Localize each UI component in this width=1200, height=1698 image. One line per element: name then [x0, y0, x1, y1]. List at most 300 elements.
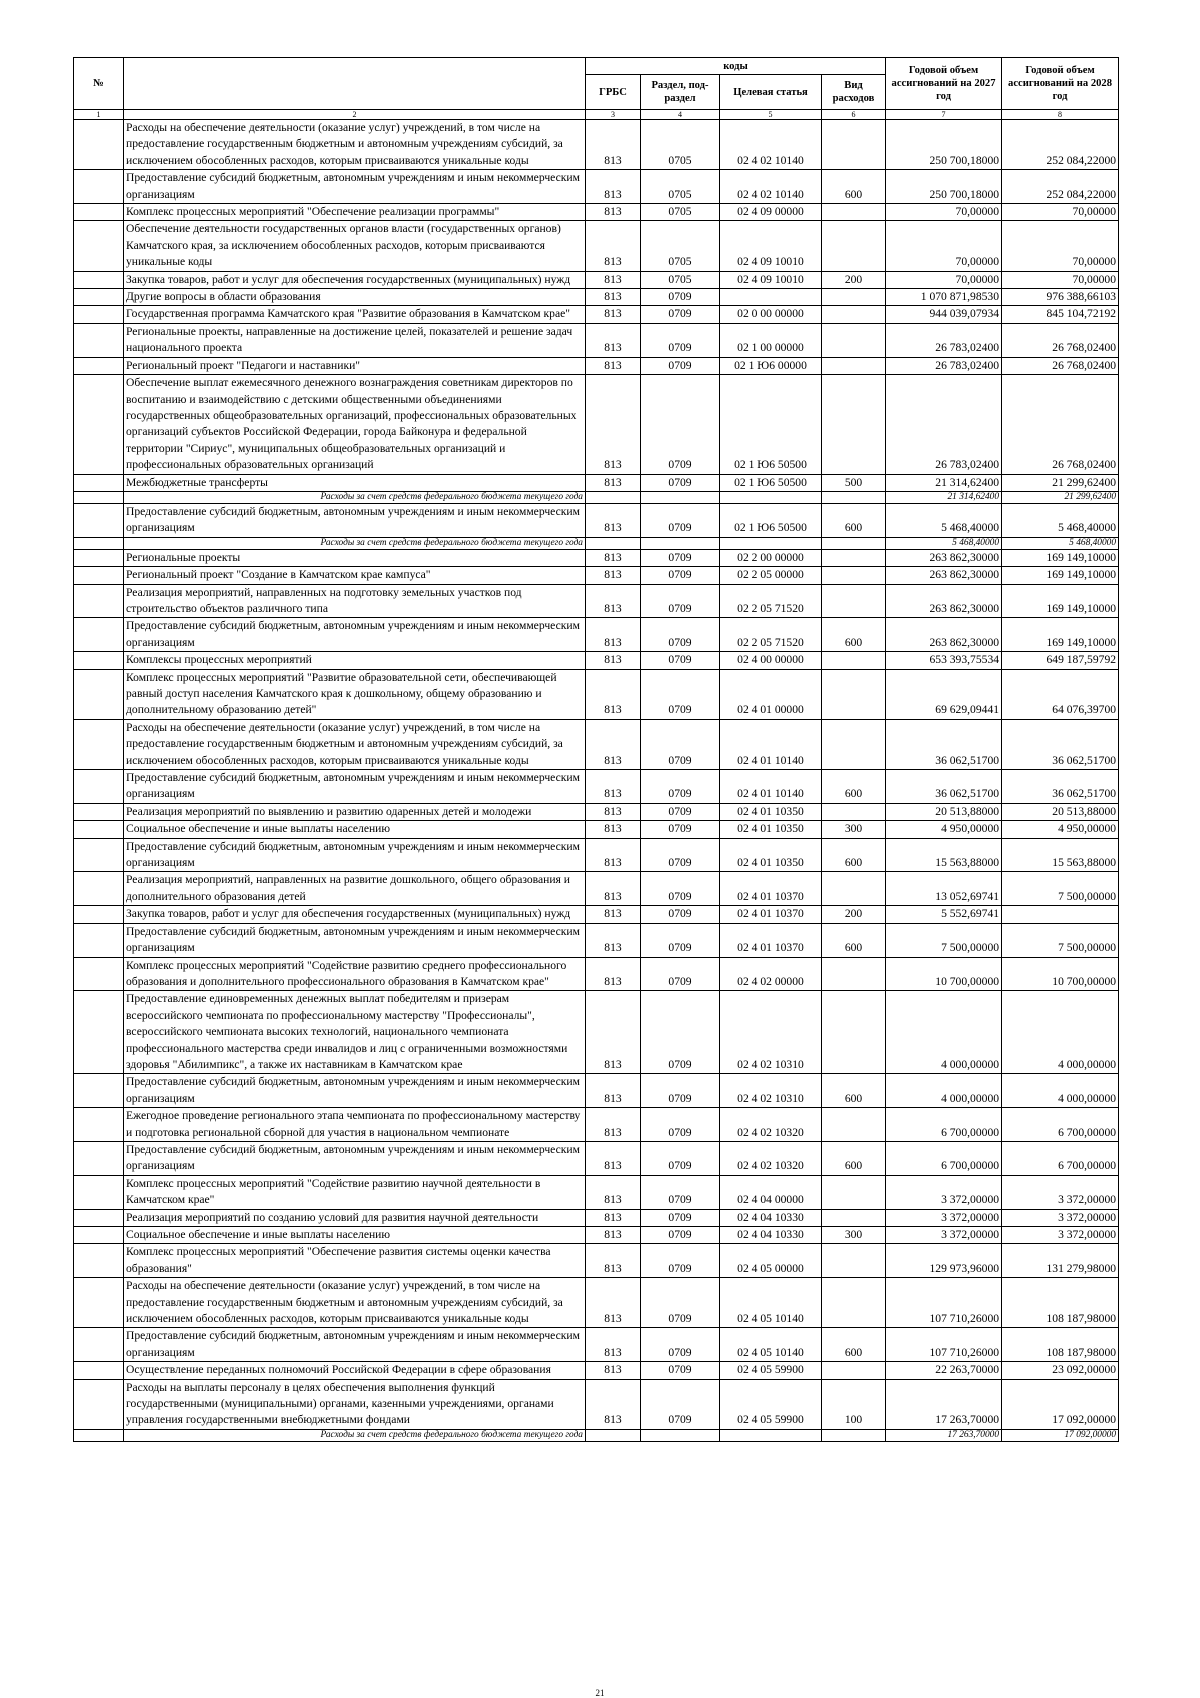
- cell-target-article: [720, 537, 822, 549]
- cell-amount-2028: 26 768,02400: [1002, 323, 1119, 357]
- cell-number: [74, 652, 124, 669]
- cell-name: Государственная программа Камчатского края "Развитие образования в Камчатском крае": [124, 306, 586, 323]
- cell-amount-2027: 7 500,00000: [886, 923, 1002, 957]
- cell-amount-2028: 64 076,39700: [1002, 669, 1119, 719]
- cell-expense-type: 100: [822, 1379, 886, 1429]
- cell-target-article: 02 1 Ю6 50500: [720, 503, 822, 537]
- cell-number: [74, 323, 124, 357]
- cell-grbs: 813: [586, 991, 641, 1074]
- cell-razdel: 0709: [641, 991, 720, 1074]
- cell-grbs: 813: [586, 618, 641, 652]
- cell-name: Расходы на обеспечение деятельности (оказание услуг) учреждений, в том числе на предоставление государственным бюджетным и автономным учреждениям субсидий, за исключением обособленных расходов, которым присваиваются уникальные коды: [124, 1278, 586, 1328]
- cell-number: [74, 618, 124, 652]
- cell-grbs: 813: [586, 1328, 641, 1362]
- cell-grbs: 813: [586, 923, 641, 957]
- cell-federal-note: Расходы за счет средств федерального бюджета текущего года: [124, 1429, 586, 1441]
- cell-amount-2028: 70,00000: [1002, 271, 1119, 288]
- cell-razdel: [641, 537, 720, 549]
- column-number: 4: [641, 110, 720, 120]
- column-number: 2: [124, 110, 586, 120]
- cell-razdel: 0709: [641, 1227, 720, 1244]
- column-number-row: [74, 110, 1119, 120]
- cell-name: Реализация мероприятий, направленных на развитие дошкольного, общего образования и дополнительного образования детей: [124, 872, 586, 906]
- cell-grbs: 813: [586, 271, 641, 288]
- cell-expense-type: [822, 652, 886, 669]
- cell-razdel: 0709: [641, 357, 720, 374]
- cell-amount-2028: 70,00000: [1002, 221, 1119, 271]
- cell-name: Предоставление субсидий бюджетным, автономным учреждениям и иным некоммерческим организациям: [124, 170, 586, 204]
- cell-target-article: 02 4 01 10140: [720, 719, 822, 769]
- cell-razdel: 0709: [641, 906, 720, 923]
- cell-target-article: 02 4 04 10330: [720, 1209, 822, 1226]
- cell-number: [74, 1141, 124, 1175]
- cell-amount-2027: 944 039,07934: [886, 306, 1002, 323]
- cell-name: Ежегодное проведение регионального этапа чемпионата по профессиональному мастерству и подготовка региональной сборной для участия в национальном чемпионате: [124, 1108, 586, 1142]
- cell-grbs: 813: [586, 170, 641, 204]
- cell-name: Закупка товаров, работ и услуг для обеспечения государственных (муниципальных) нужд: [124, 906, 586, 923]
- cell-amount-2028: 15 563,88000: [1002, 838, 1119, 872]
- cell-grbs: 813: [586, 289, 641, 306]
- cell-amount-2028: 5 468,40000: [1002, 537, 1119, 549]
- cell-number: [74, 357, 124, 374]
- cell-amount-2028: 108 187,98000: [1002, 1278, 1119, 1328]
- cell-name: Расходы на обеспечение деятельности (оказание услуг) учреждений, в том числе на предоставление государственным бюджетным и автономным учреждениям субсидий, за исключением обособленных расходов, которым присваиваются уникальные коды: [124, 120, 586, 170]
- cell-target-article: 02 2 05 71520: [720, 584, 822, 618]
- cell-razdel: 0705: [641, 204, 720, 221]
- cell-razdel: 0709: [641, 669, 720, 719]
- cell-razdel: 0709: [641, 1175, 720, 1209]
- table-row: [74, 1227, 1119, 1244]
- column-number: 8: [1002, 110, 1119, 120]
- cell-amount-2028: 4 000,00000: [1002, 1074, 1119, 1108]
- column-number: 7: [886, 110, 1002, 120]
- table-row: [74, 906, 1119, 923]
- cell-amount-2027: 107 710,26000: [886, 1278, 1002, 1328]
- cell-grbs: 813: [586, 652, 641, 669]
- table-row: [74, 991, 1119, 1074]
- cell-grbs: 813: [586, 567, 641, 584]
- table-row: [74, 323, 1119, 357]
- header-target-article: Целевая статья: [720, 75, 822, 110]
- cell-target-article: 02 4 02 10140: [720, 170, 822, 204]
- cell-razdel: 0709: [641, 1141, 720, 1175]
- cell-number: [74, 1379, 124, 1429]
- cell-expense-type: [822, 991, 886, 1074]
- cell-razdel: 0709: [641, 289, 720, 306]
- cell-target-article: 02 2 05 71520: [720, 618, 822, 652]
- cell-grbs: 813: [586, 719, 641, 769]
- federal-budget-row: [74, 537, 1119, 549]
- cell-target-article: 02 4 02 10310: [720, 1074, 822, 1108]
- cell-number: [74, 567, 124, 584]
- header-expense-type: Вид расходов: [822, 75, 886, 110]
- cell-razdel: 0709: [641, 652, 720, 669]
- budget-table: [73, 57, 1119, 1442]
- cell-target-article: 02 4 05 10140: [720, 1278, 822, 1328]
- cell-name: Комплекс процессных мероприятий "Содействие развитию научной деятельности в Камчатском крае": [124, 1175, 586, 1209]
- cell-target-article: 02 4 05 59900: [720, 1362, 822, 1379]
- cell-amount-2027: 263 862,30000: [886, 549, 1002, 566]
- cell-name: Социальное обеспечение и иные выплаты населению: [124, 1227, 586, 1244]
- cell-amount-2027: 4 000,00000: [886, 991, 1002, 1074]
- table-row: [74, 1328, 1119, 1362]
- cell-amount-2027: 17 263,70000: [886, 1429, 1002, 1441]
- cell-grbs: 813: [586, 1278, 641, 1328]
- cell-target-article: 02 1 Ю6 50500: [720, 375, 822, 474]
- cell-number: [74, 584, 124, 618]
- cell-number: [74, 474, 124, 491]
- cell-federal-note: Расходы за счет средств федерального бюджета текущего года: [124, 491, 586, 503]
- table-row: [74, 618, 1119, 652]
- cell-number: [74, 906, 124, 923]
- table-row: [74, 923, 1119, 957]
- cell-target-article: 02 4 01 10350: [720, 803, 822, 820]
- cell-razdel: 0709: [641, 1379, 720, 1429]
- cell-razdel: 0709: [641, 719, 720, 769]
- cell-expense-type: [822, 957, 886, 991]
- table-row: [74, 1141, 1119, 1175]
- cell-number: [74, 1209, 124, 1226]
- cell-name: Социальное обеспечение и иные выплаты населению: [124, 821, 586, 838]
- cell-amount-2027: 4 950,00000: [886, 821, 1002, 838]
- cell-name: Закупка товаров, работ и услуг для обеспечения государственных (муниципальных) нужд: [124, 271, 586, 288]
- cell-name: Обеспечение выплат ежемесячного денежного вознаграждения советникам директоров по воспитанию и взаимодействию с детскими общественными объединениями государственных общеобразовательных организаций, профессиональных образовательных организаций субъектов Российской Федерации, города Байконура и федеральной территории "Сириус", муниципальных общеобразовательных организаций и профессиональных образовательных организаций: [124, 375, 586, 474]
- cell-number: [74, 120, 124, 170]
- table-row: [74, 1108, 1119, 1142]
- cell-expense-type: [822, 221, 886, 271]
- cell-expense-type: 600: [822, 1074, 886, 1108]
- cell-name: Предоставление субсидий бюджетным, автономным учреждениям и иным некоммерческим организациям: [124, 923, 586, 957]
- cell-expense-type: [822, 584, 886, 618]
- cell-expense-type: [822, 491, 886, 503]
- cell-target-article: 02 2 05 00000: [720, 567, 822, 584]
- cell-number: [74, 1429, 124, 1441]
- cell-expense-type: [822, 289, 886, 306]
- cell-expense-type: 600: [822, 1328, 886, 1362]
- table-row: [74, 306, 1119, 323]
- cell-name: Предоставление единовременных денежных выплат победителям и призерам всероссийского чемпионата по профессиональному мастерству "Профессионалы", всероссийского чемпионата высоких технологий, национального чемпионата профессионального мастерства среди инвалидов и лиц с ограниченными возможностями здоровья "Абилимпикс", а также их наставникам в Камчатском крае: [124, 991, 586, 1074]
- cell-target-article: 02 4 01 10350: [720, 821, 822, 838]
- cell-razdel: 0709: [641, 1074, 720, 1108]
- cell-razdel: 0709: [641, 957, 720, 991]
- table-row: [74, 549, 1119, 566]
- cell-razdel: 0709: [641, 803, 720, 820]
- cell-expense-type: [822, 204, 886, 221]
- cell-razdel: 0709: [641, 323, 720, 357]
- cell-expense-type: [822, 537, 886, 549]
- cell-name: Предоставление субсидий бюджетным, автономным учреждениям и иным некоммерческим организациям: [124, 618, 586, 652]
- cell-amount-2028: 649 187,59792: [1002, 652, 1119, 669]
- cell-grbs: 813: [586, 838, 641, 872]
- cell-razdel: 0705: [641, 271, 720, 288]
- table-row: [74, 803, 1119, 820]
- cell-razdel: 0705: [641, 170, 720, 204]
- cell-amount-2027: 107 710,26000: [886, 1328, 1002, 1362]
- cell-razdel: 0709: [641, 770, 720, 804]
- table-row: [74, 170, 1119, 204]
- cell-razdel: 0705: [641, 221, 720, 271]
- cell-name: Другие вопросы в области образования: [124, 289, 586, 306]
- cell-razdel: 0709: [641, 549, 720, 566]
- cell-amount-2028: 7 500,00000: [1002, 923, 1119, 957]
- cell-grbs: 813: [586, 803, 641, 820]
- cell-target-article: 02 4 04 10330: [720, 1227, 822, 1244]
- table-row: [74, 271, 1119, 288]
- cell-target-article: 02 1 Ю6 00000: [720, 357, 822, 374]
- cell-amount-2027: 26 783,02400: [886, 357, 1002, 374]
- cell-amount-2028: 169 149,10000: [1002, 549, 1119, 566]
- cell-expense-type: [822, 1429, 886, 1441]
- cell-name: Комплекс процессных мероприятий "Обеспечение развития системы оценки качества образования": [124, 1244, 586, 1278]
- cell-expense-type: [822, 357, 886, 374]
- cell-amount-2027: 5 468,40000: [886, 503, 1002, 537]
- cell-name: Реализация мероприятий по созданию условий для развития научной деятельности: [124, 1209, 586, 1226]
- cell-grbs: 813: [586, 872, 641, 906]
- cell-target-article: 02 4 05 00000: [720, 1244, 822, 1278]
- cell-grbs: [586, 1429, 641, 1441]
- cell-expense-type: [822, 120, 886, 170]
- cell-expense-type: [822, 323, 886, 357]
- cell-amount-2027: 20 513,88000: [886, 803, 1002, 820]
- cell-grbs: 813: [586, 503, 641, 537]
- cell-expense-type: [822, 1209, 886, 1226]
- table-row: [74, 1175, 1119, 1209]
- cell-name: Региональные проекты: [124, 549, 586, 566]
- table-row: [74, 503, 1119, 537]
- cell-amount-2028: 17 092,00000: [1002, 1429, 1119, 1441]
- cell-amount-2027: 3 372,00000: [886, 1209, 1002, 1226]
- cell-target-article: [720, 491, 822, 503]
- header-year-2028: Годовой объем ассигнований на 2028 год: [1002, 58, 1119, 110]
- table-row: [74, 821, 1119, 838]
- cell-amount-2027: 10 700,00000: [886, 957, 1002, 991]
- cell-razdel: 0709: [641, 1278, 720, 1328]
- cell-expense-type: 200: [822, 271, 886, 288]
- cell-amount-2027: 17 263,70000: [886, 1379, 1002, 1429]
- cell-razdel: 0709: [641, 838, 720, 872]
- cell-name: Комплексы процессных мероприятий: [124, 652, 586, 669]
- cell-razdel: 0709: [641, 1209, 720, 1226]
- cell-amount-2028: 5 468,40000: [1002, 503, 1119, 537]
- cell-target-article: 02 4 00 00000: [720, 652, 822, 669]
- cell-expense-type: 600: [822, 923, 886, 957]
- cell-amount-2027: 70,00000: [886, 221, 1002, 271]
- federal-budget-row: [74, 1429, 1119, 1441]
- table-row: [74, 1379, 1119, 1429]
- cell-name: Реализация мероприятий по выявлению и развитию одаренных детей и молодежи: [124, 803, 586, 820]
- cell-grbs: 813: [586, 204, 641, 221]
- cell-name: Реализация мероприятий, направленных на подготовку земельных участков под строительство объектов различного типа: [124, 584, 586, 618]
- cell-expense-type: [822, 567, 886, 584]
- cell-target-article: 02 0 00 00000: [720, 306, 822, 323]
- cell-name: Региональный проект "Педагоги и наставники": [124, 357, 586, 374]
- cell-grbs: 813: [586, 1362, 641, 1379]
- cell-grbs: 813: [586, 306, 641, 323]
- cell-razdel: 0709: [641, 923, 720, 957]
- cell-grbs: [586, 491, 641, 503]
- cell-amount-2028: 3 372,00000: [1002, 1175, 1119, 1209]
- cell-amount-2027: 6 700,00000: [886, 1108, 1002, 1142]
- cell-amount-2028: 20 513,88000: [1002, 803, 1119, 820]
- cell-target-article: 02 4 02 10140: [720, 120, 822, 170]
- cell-number: [74, 491, 124, 503]
- cell-amount-2028: 169 149,10000: [1002, 618, 1119, 652]
- cell-grbs: 813: [586, 1227, 641, 1244]
- cell-grbs: 813: [586, 906, 641, 923]
- cell-razdel: [641, 1429, 720, 1441]
- cell-amount-2027: 69 629,09441: [886, 669, 1002, 719]
- cell-target-article: 02 4 02 10320: [720, 1108, 822, 1142]
- cell-grbs: 813: [586, 1175, 641, 1209]
- cell-number: [74, 289, 124, 306]
- table-row: [74, 120, 1119, 170]
- cell-grbs: 813: [586, 375, 641, 474]
- table-row: [74, 1362, 1119, 1379]
- cell-amount-2028: 4 000,00000: [1002, 991, 1119, 1074]
- cell-number: [74, 306, 124, 323]
- cell-expense-type: 300: [822, 1227, 886, 1244]
- cell-target-article: 02 4 09 10010: [720, 271, 822, 288]
- cell-name: Предоставление субсидий бюджетным, автономным учреждениям и иным некоммерческим организациям: [124, 503, 586, 537]
- cell-expense-type: 600: [822, 1141, 886, 1175]
- cell-grbs: 813: [586, 1141, 641, 1175]
- cell-amount-2027: 653 393,75534: [886, 652, 1002, 669]
- cell-grbs: 813: [586, 323, 641, 357]
- cell-grbs: 813: [586, 221, 641, 271]
- cell-grbs: 813: [586, 357, 641, 374]
- cell-amount-2028: 6 700,00000: [1002, 1141, 1119, 1175]
- cell-number: [74, 170, 124, 204]
- cell-expense-type: [822, 719, 886, 769]
- cell-expense-type: 600: [822, 838, 886, 872]
- cell-amount-2027: 1 070 871,98530: [886, 289, 1002, 306]
- table-row: [74, 221, 1119, 271]
- cell-number: [74, 537, 124, 549]
- cell-razdel: 0709: [641, 821, 720, 838]
- cell-target-article: [720, 1429, 822, 1441]
- cell-number: [74, 375, 124, 474]
- cell-number: [74, 803, 124, 820]
- cell-target-article: 02 4 05 10140: [720, 1328, 822, 1362]
- cell-number: [74, 821, 124, 838]
- cell-expense-type: [822, 306, 886, 323]
- cell-amount-2028: 845 104,72192: [1002, 306, 1119, 323]
- cell-amount-2028: 26 768,02400: [1002, 357, 1119, 374]
- cell-number: [74, 1362, 124, 1379]
- cell-target-article: 02 4 02 10320: [720, 1141, 822, 1175]
- cell-number: [74, 1108, 124, 1142]
- table-row: [74, 584, 1119, 618]
- cell-amount-2028: 21 299,62400: [1002, 474, 1119, 491]
- cell-razdel: 0705: [641, 120, 720, 170]
- cell-amount-2027: 70,00000: [886, 204, 1002, 221]
- table-row: [74, 1209, 1119, 1226]
- cell-name: Предоставление субсидий бюджетным, автономным учреждениям и иным некоммерческим организациям: [124, 1141, 586, 1175]
- cell-grbs: 813: [586, 669, 641, 719]
- cell-target-article: 02 4 01 10370: [720, 923, 822, 957]
- cell-amount-2027: 70,00000: [886, 271, 1002, 288]
- cell-amount-2028: 6 700,00000: [1002, 1108, 1119, 1142]
- cell-grbs: 813: [586, 957, 641, 991]
- cell-target-article: 02 4 02 00000: [720, 957, 822, 991]
- table-row: [74, 957, 1119, 991]
- cell-number: [74, 991, 124, 1074]
- cell-grbs: 813: [586, 584, 641, 618]
- header-number: №: [74, 58, 124, 110]
- table-row: [74, 204, 1119, 221]
- cell-razdel: 0709: [641, 375, 720, 474]
- cell-amount-2028: 26 768,02400: [1002, 375, 1119, 474]
- cell-grbs: 813: [586, 1108, 641, 1142]
- cell-target-article: 02 4 09 00000: [720, 204, 822, 221]
- cell-name: Региональные проекты, направленные на достижение целей, показателей и решение задач национального проекта: [124, 323, 586, 357]
- cell-amount-2028: 36 062,51700: [1002, 719, 1119, 769]
- cell-number: [74, 1175, 124, 1209]
- table-row: [74, 872, 1119, 906]
- cell-razdel: 0709: [641, 474, 720, 491]
- cell-number: [74, 770, 124, 804]
- cell-name: Региональный проект "Создание в Камчатском крае кампуса": [124, 567, 586, 584]
- table-row: [74, 1244, 1119, 1278]
- cell-target-article: [720, 289, 822, 306]
- cell-razdel: 0709: [641, 1244, 720, 1278]
- table-header: [74, 58, 1119, 120]
- header-year-2027: Годовой объем ассигнований на 2027 год: [886, 58, 1002, 110]
- cell-amount-2028: 131 279,98000: [1002, 1244, 1119, 1278]
- table-row: [74, 838, 1119, 872]
- cell-razdel: 0709: [641, 1362, 720, 1379]
- cell-target-article: 02 1 00 00000: [720, 323, 822, 357]
- cell-number: [74, 719, 124, 769]
- page-number: 21: [595, 1688, 605, 1698]
- cell-amount-2028: 17 092,00000: [1002, 1379, 1119, 1429]
- cell-amount-2027: 4 000,00000: [886, 1074, 1002, 1108]
- cell-amount-2027: 250 700,18000: [886, 120, 1002, 170]
- cell-expense-type: [822, 1278, 886, 1328]
- table-row: [74, 1278, 1119, 1328]
- cell-amount-2028: 169 149,10000: [1002, 584, 1119, 618]
- cell-amount-2027: 15 563,88000: [886, 838, 1002, 872]
- cell-name: Предоставление субсидий бюджетным, автономным учреждениям и иным некоммерческим организациям: [124, 770, 586, 804]
- table-row: [74, 770, 1119, 804]
- table-row: [74, 719, 1119, 769]
- cell-amount-2027: 263 862,30000: [886, 618, 1002, 652]
- cell-expense-type: [822, 1175, 886, 1209]
- cell-amount-2027: 36 062,51700: [886, 770, 1002, 804]
- cell-grbs: 813: [586, 1074, 641, 1108]
- cell-target-article: 02 4 01 00000: [720, 669, 822, 719]
- cell-amount-2027: 263 862,30000: [886, 584, 1002, 618]
- cell-amount-2027: 22 263,70000: [886, 1362, 1002, 1379]
- cell-amount-2027: 5 468,40000: [886, 537, 1002, 549]
- cell-expense-type: [822, 1108, 886, 1142]
- column-number: 1: [74, 110, 124, 120]
- column-number: 5: [720, 110, 822, 120]
- cell-amount-2028: 252 084,22000: [1002, 120, 1119, 170]
- cell-amount-2027: 5 552,69741: [886, 906, 1002, 923]
- cell-amount-2027: 13 052,69741: [886, 872, 1002, 906]
- cell-razdel: 0709: [641, 306, 720, 323]
- cell-expense-type: 200: [822, 906, 886, 923]
- cell-amount-2028: [1002, 906, 1119, 923]
- cell-target-article: 02 4 01 10350: [720, 838, 822, 872]
- cell-name: Предоставление субсидий бюджетным, автономным учреждениям и иным некоммерческим организациям: [124, 838, 586, 872]
- cell-name: Предоставление субсидий бюджетным, автономным учреждениям и иным некоммерческим организациям: [124, 1328, 586, 1362]
- cell-grbs: 813: [586, 120, 641, 170]
- cell-amount-2028: 7 500,00000: [1002, 872, 1119, 906]
- cell-target-article: 02 4 01 10370: [720, 872, 822, 906]
- cell-target-article: 02 4 04 00000: [720, 1175, 822, 1209]
